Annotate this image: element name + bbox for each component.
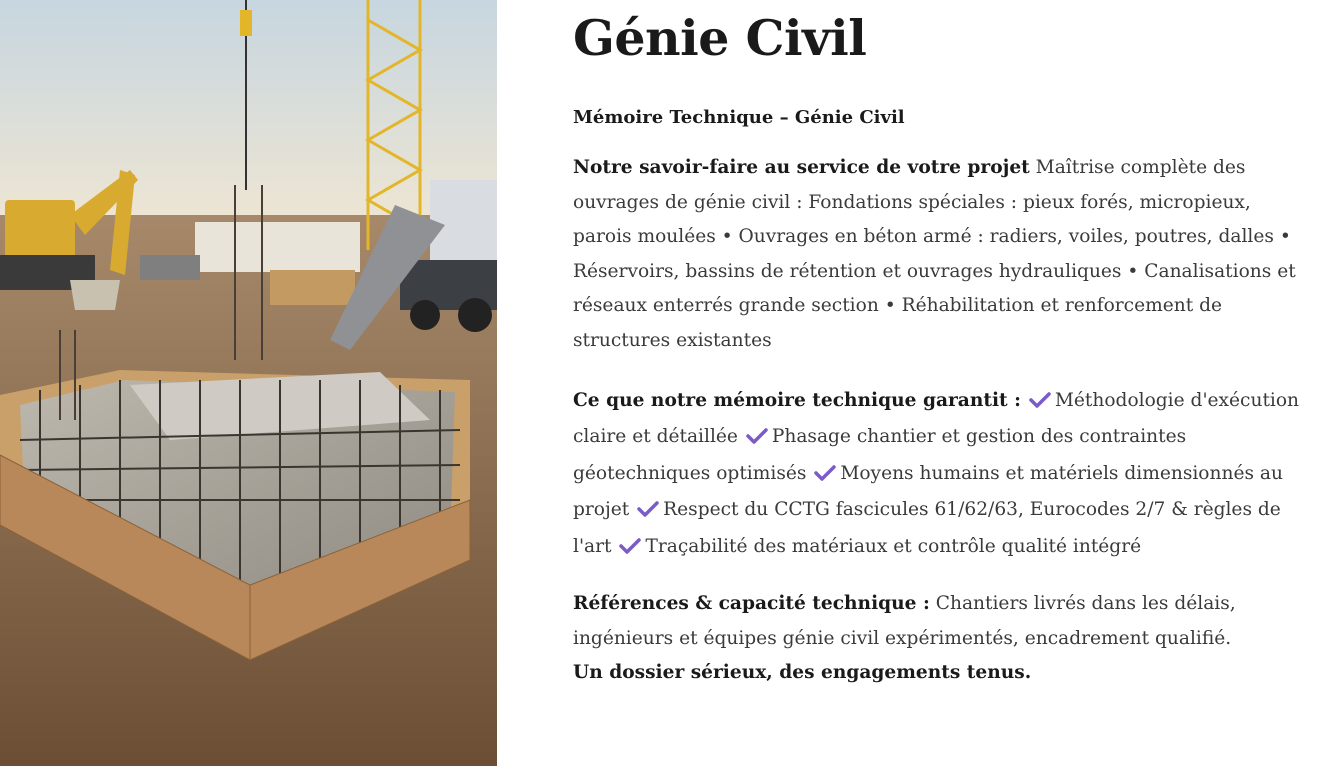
savoir-faire-text: Maîtrise complète des ouvrages de génie civil : Fondations spéciales : pieux forés, micropieux, parois moulées • Ouvrages en béton armé : radiers, voiles, poutres, dalles • Réservoirs, bassins de rétention et ouvrages hydrauliques • Canalisations et réseaux enterrés grande section • Réhabilitation et renforcement de structures existantes <box>573 157 1296 351</box>
construction-site-image <box>0 0 497 766</box>
garantie-item: Méthodologie d'exécution claire et détaillée <box>573 389 1300 448</box>
check-icon <box>637 494 659 510</box>
garantie-item: Phasage chantier et gestion des contraintes géotechniques optimisés <box>573 426 1187 484</box>
savoir-faire-paragraph <box>573 151 1303 359</box>
check-icon <box>1029 385 1051 401</box>
savoir-faire-lead: Notre savoir-faire au service de votre projet <box>573 157 1030 178</box>
references-paragraph <box>573 587 1303 691</box>
check-icon <box>619 531 641 547</box>
garanties-lead: Ce que notre mémoire technique garantit : <box>573 389 1021 411</box>
page-title: Génie Civil <box>573 9 867 67</box>
references-closing: Un dossier sérieux, des engagements tenus. <box>573 662 1032 684</box>
references-lead: Références & capacité technique : <box>573 593 930 615</box>
garanties-paragraph <box>573 383 1303 566</box>
garantie-item: Traçabilité des matériaux et contrôle qualité intégré <box>645 535 1142 557</box>
check-icon <box>814 458 836 474</box>
garantie-item: Respect du CCTG fascicules 61/62/63, Eurocodes 2/7 & règles de l'art <box>573 499 1281 557</box>
content-column <box>573 0 1303 691</box>
references-text: Chantiers livrés dans les délais, ingénieurs et équipes génie civil expérimentés, encadrement qualifié. <box>573 593 1236 649</box>
garantie-item: Moyens humains et matériels dimensionnés au projet <box>573 462 1283 521</box>
check-icon <box>746 421 768 437</box>
page-subtitle: Mémoire Technique – Génie Civil <box>573 107 905 128</box>
